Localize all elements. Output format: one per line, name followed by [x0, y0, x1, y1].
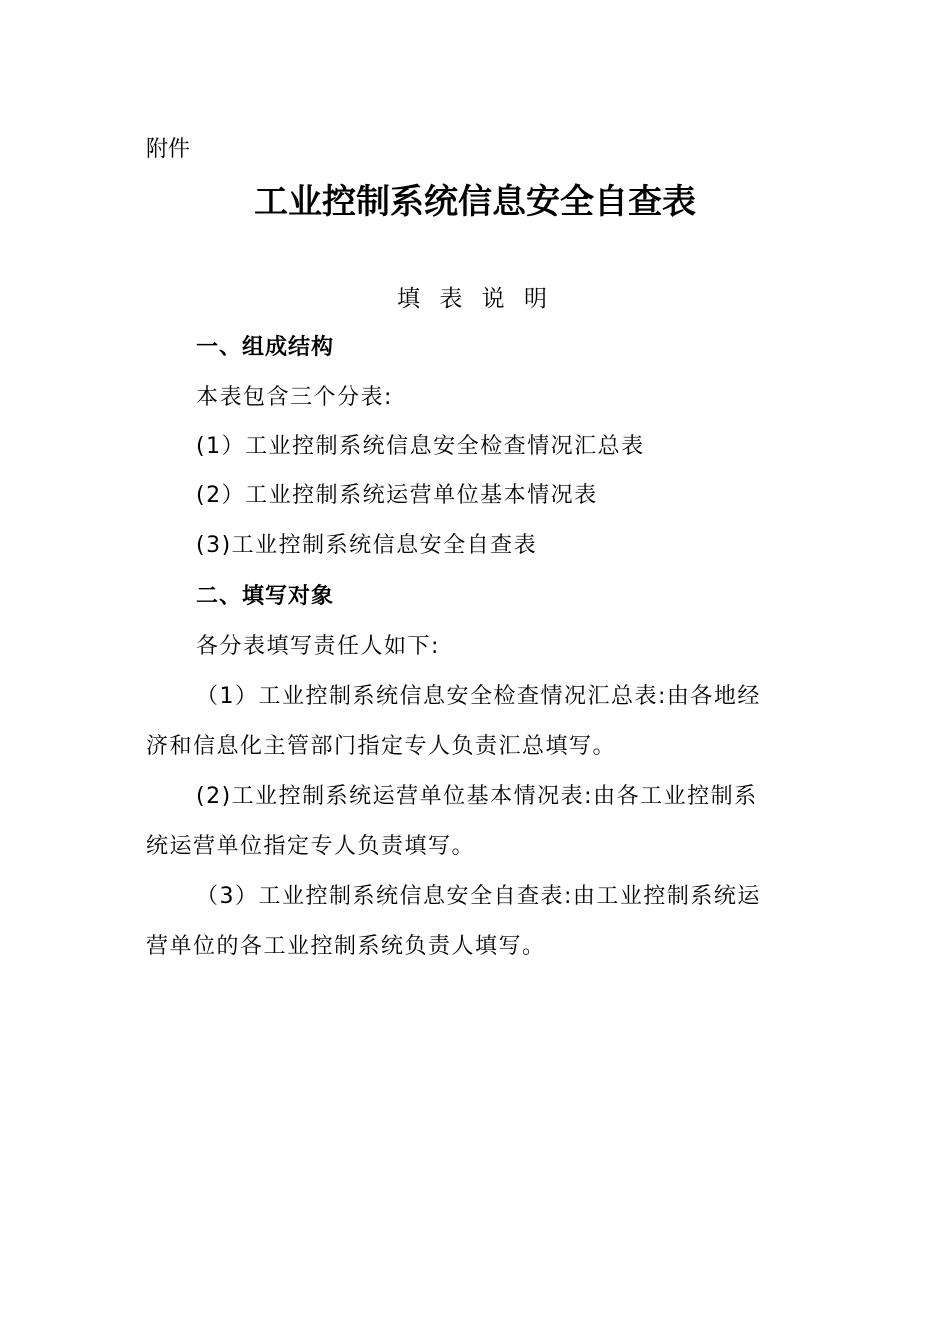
- section1-intro: 本表包含三个分表:: [196, 385, 393, 410]
- section2-paragraph-1-line-2: 济和信息化主管部门指定专人负责汇总填写。: [146, 734, 617, 759]
- attachment-label: 附件: [146, 137, 191, 162]
- instructions-heading: 填 表 说 明: [397, 286, 553, 312]
- section2-paragraph-3-line-1: （3）工业控制系统信息安全自查表:由工业控制系统运: [196, 884, 761, 909]
- section2-intro: 各分表填写责任人如下:: [196, 634, 440, 659]
- section1-item-3: (3)工业控制系统信息安全自查表: [196, 533, 538, 558]
- section2-paragraph-2-line-1: (2)工业控制系统运营单位基本情况表:由各工业控制系: [196, 784, 758, 809]
- section1-heading: 一、组成结构: [196, 335, 335, 360]
- section2-paragraph-3-line-2: 营单位的各工业控制系统负责人填写。: [146, 934, 546, 959]
- section2-paragraph-2-line-2: 统运营单位指定专人负责填写。: [146, 834, 476, 859]
- section1-item-1: (1）工业控制系统信息安全检查情况汇总表: [196, 434, 645, 459]
- section2-heading: 二、填写对象: [196, 584, 335, 609]
- section2-paragraph-1-line-1: （1）工业控制系统信息安全检查情况汇总表:由各地经: [196, 684, 761, 709]
- document-title: 工业控制系统信息安全自查表: [254, 182, 696, 222]
- section1-item-2: (2）工业控制系统运营单位基本情况表: [196, 483, 598, 508]
